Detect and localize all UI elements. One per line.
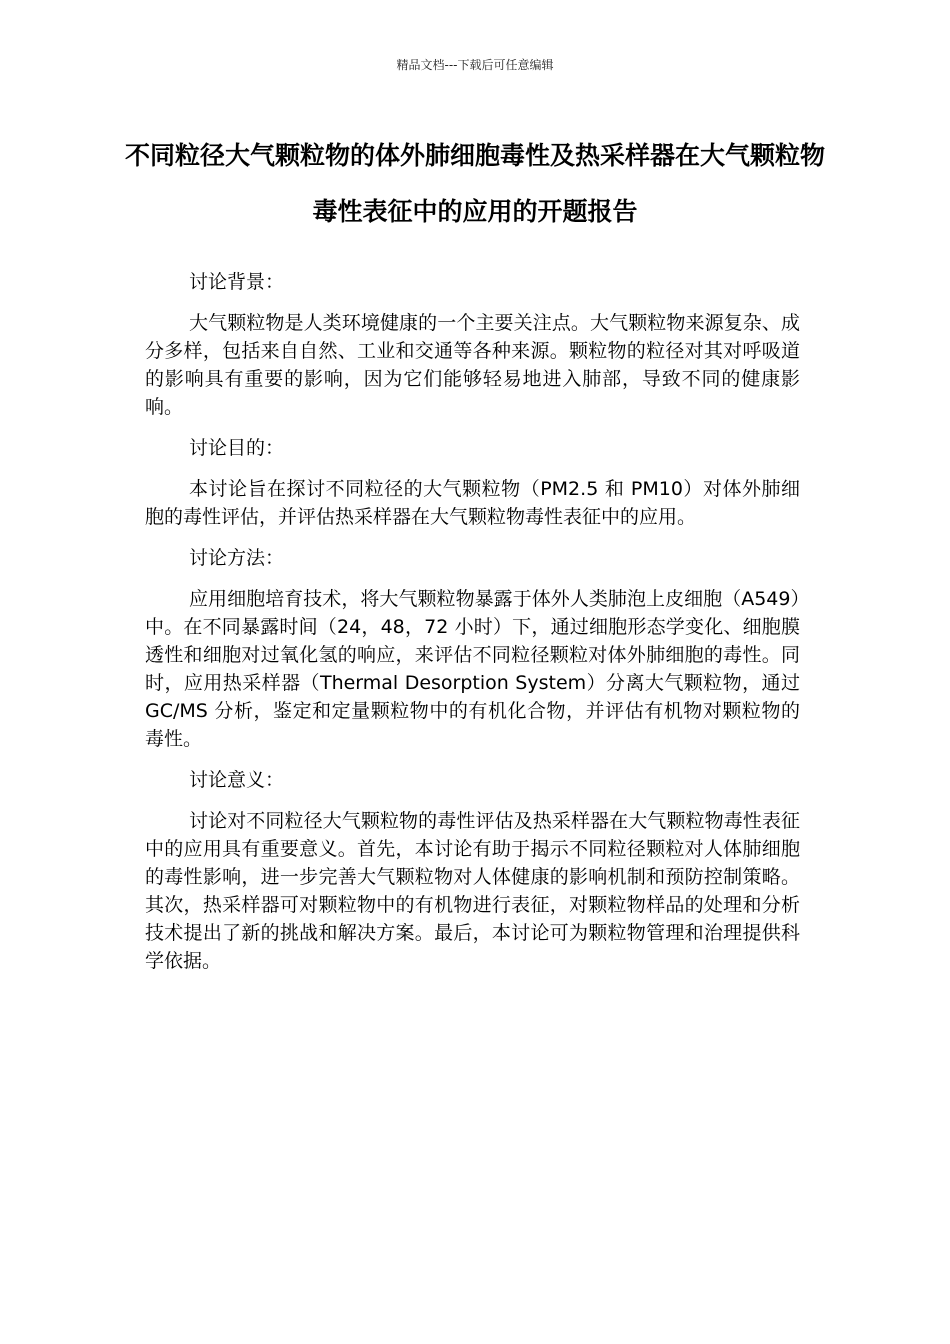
document-body — [145, 268, 800, 988]
section-heading-background: 讨论背景： — [189, 271, 285, 293]
section-body-purpose: 本讨论旨在探讨不同粒径的大气颗粒物（PM2.5 和 PM10）对体外肺细胞的毒性评估，并评估热采样器在大气颗粒物毒性表征中的应用。 — [145, 478, 800, 528]
section-heading-purpose: 讨论目的： — [189, 437, 285, 459]
header-note: 精品文档---下载后可任意编辑 — [396, 58, 554, 72]
document-title: 不同粒径大气颗粒物的体外肺细胞毒性及热采样器在大气颗粒物毒性表征中的应用的开题报告 — [124, 141, 825, 226]
section-body-background: 大气颗粒物是人类环境健康的一个主要关注点。大气颗粒物来源复杂、成分多样，包括来自自然、工业和交通等各种来源。颗粒物的粒径对其对呼吸道的影响具有重要的影响，因为它们能够轻易地进入肺部，导致不同的健康影响。 — [145, 312, 800, 418]
section-heading-significance: 讨论意义： — [189, 769, 285, 791]
section-body-significance: 讨论对不同粒径大气颗粒物的毒性评估及热采样器在大气颗粒物毒性表征中的应用具有重要意义。首先，本讨论有助于揭示不同粒径颗粒对人体肺细胞的毒性影响，进一步完善大气颗粒物对人体健康的影响机制和预防控制策略。其次，热采样器可对颗粒物中的有机物进行表征，对颗粒物样品的处理和分析技术提出了新的挑战和解决方案。最后，本讨论可为颗粒物管理和治理提供科学依据。 — [145, 810, 800, 972]
section-body-method: 应用细胞培育技术，将大气颗粒物暴露于体外人类肺泡上皮细胞（A549）中。在不同暴露时间（24，48，72 小时）下，通过细胞形态学变化、细胞膜透性和细胞对过氧化氢的响应，来评估不同粒径颗粒对体外肺细胞的毒性。同时，应用热采样器（Thermal Desorption System）分离大气颗粒物，通过 GC/MS 分析，鉴定和定量颗粒物中的有机化合物，并评估有机物对颗粒物的毒性。 — [145, 588, 800, 750]
section-heading-method: 讨论方法： — [189, 547, 285, 569]
